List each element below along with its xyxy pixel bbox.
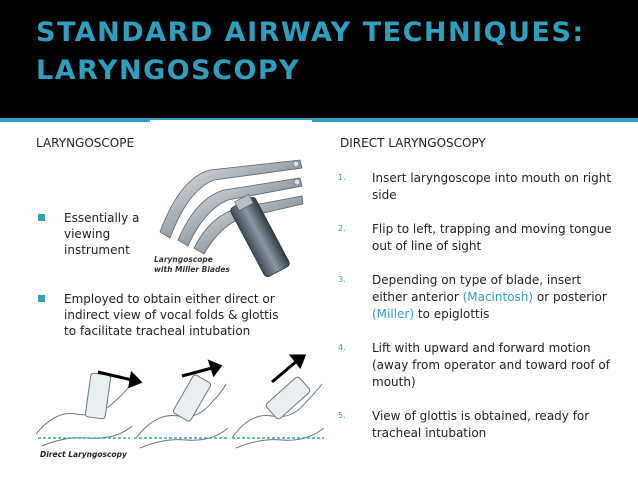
bullet-essentially: [38, 210, 148, 270]
photo-caption-line-2: with Miller Blades: [154, 265, 230, 274]
step-number: 4.: [338, 343, 346, 352]
step-number: 2.: [338, 224, 346, 233]
bullet-square-icon: [38, 295, 45, 302]
direct-laryngoscopy-diagram: [36, 352, 326, 462]
slide-title-line-2: LARYNGOSCOPY: [36, 55, 301, 86]
bullet-employed: [38, 291, 308, 343]
step-text: View of glottis is obtained, ready for tracheal intubation: [372, 409, 590, 440]
step-text-part: or posterior: [533, 290, 607, 304]
title-bar: [0, 0, 638, 118]
photo-caption-line-1: Laryngoscope: [154, 255, 213, 264]
step-number: 1.: [338, 173, 346, 182]
step-text: Flip to left, trapping and moving tongue out of line of sight: [372, 222, 612, 253]
diagram-caption: Direct Laryngoscopy: [40, 450, 127, 459]
step-number: 3.: [338, 275, 346, 284]
slide-title-line-1: STANDARD AIRWAY TECHNIQUES:: [36, 17, 585, 48]
step-text: [372, 272, 612, 323]
miller-label: (Miller): [372, 307, 415, 321]
step-number: 5.: [338, 411, 346, 420]
laryngoscope-heading: LARYNGOSCOPE: [36, 136, 135, 150]
step-text: Lift with upward and forward motion (away from operator and toward roof of mouth): [372, 341, 611, 389]
bullet-text: Employed to obtain either direct or indirect view of vocal folds & glottis to facilitate tracheal intubation: [64, 292, 279, 338]
step-text-part: to epiglottis: [414, 307, 490, 321]
slide-title: [36, 14, 626, 90]
bullet-square-icon: [38, 214, 45, 221]
step-text-part: Depending on type of blade, insert either anterior: [372, 273, 582, 304]
macintosh-label: (Macintosh): [462, 290, 534, 304]
photo-caption: [154, 255, 230, 275]
title-accent-rule: [0, 118, 638, 122]
bullet-text: Essentially a viewing instrument: [64, 211, 140, 257]
step-text: Insert laryngoscope into mouth on right side: [372, 171, 612, 202]
direct-laryngoscopy-heading: DIRECT LARYNGOSCOPY: [340, 136, 486, 150]
